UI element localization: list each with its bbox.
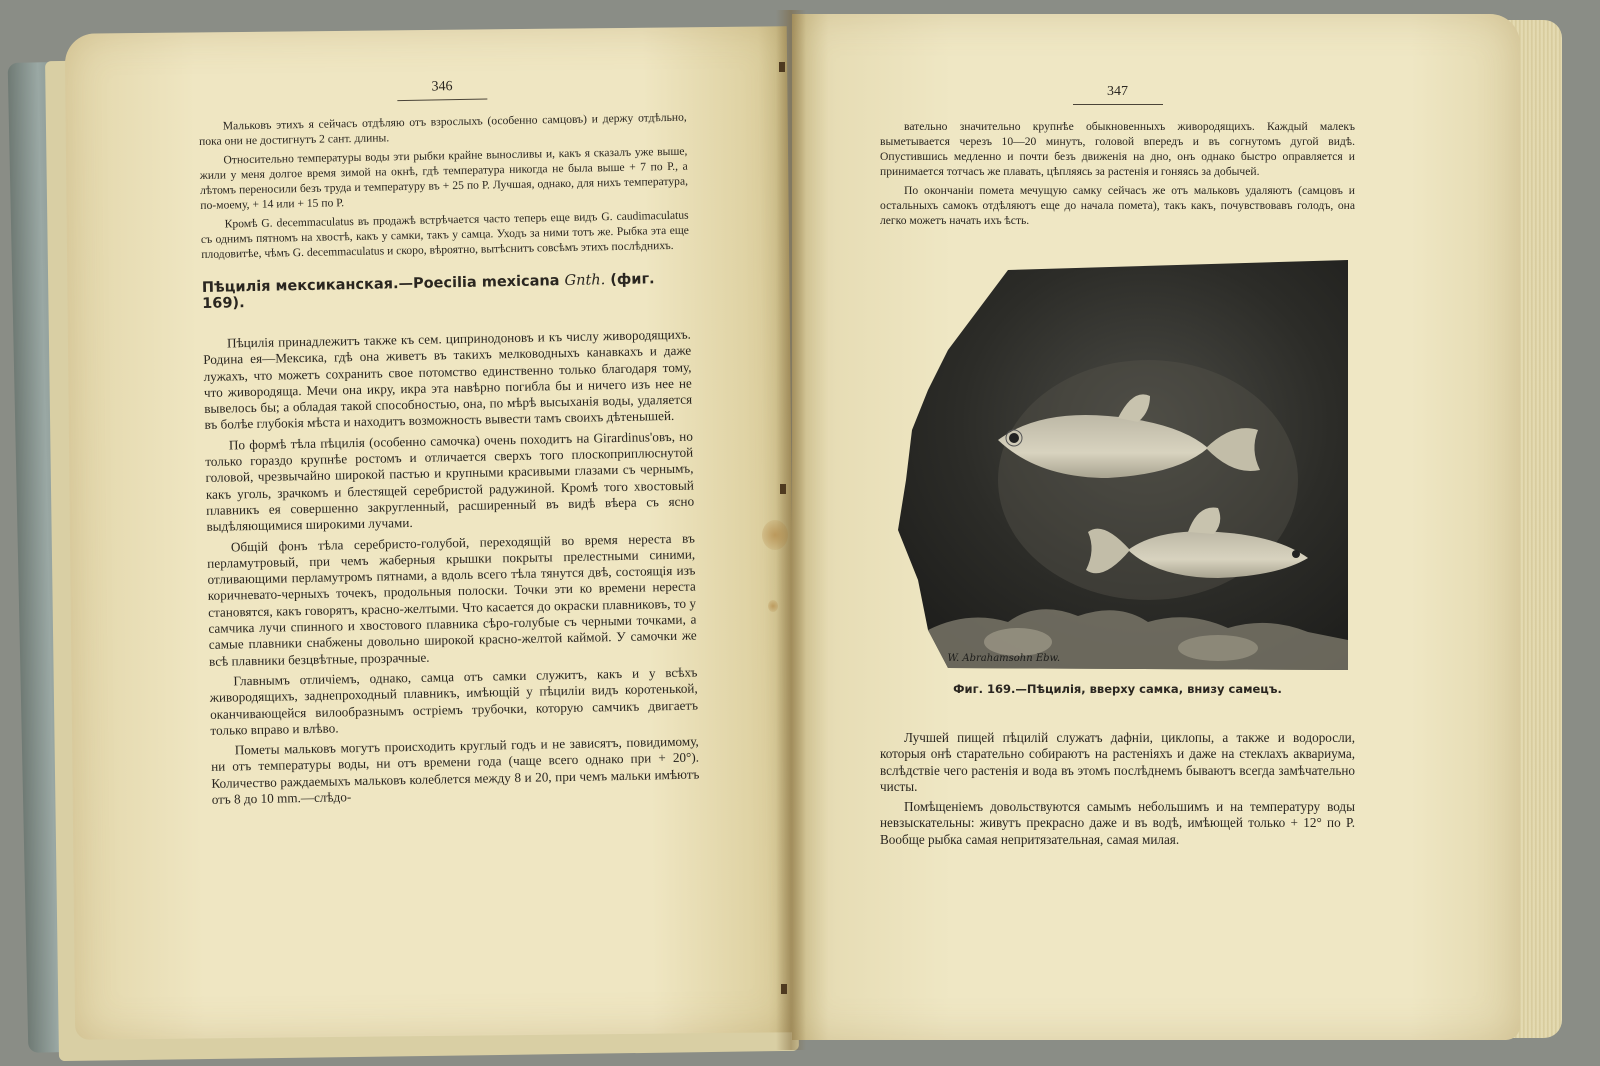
heading-author: Gnth. [564, 272, 606, 289]
illustrator-signature: W. Abrahamsohn Ebw. [947, 653, 1061, 664]
figure-caption: Фиг. 169.—Пѣцилія, вверху самка, внизу самецъ. [953, 682, 1282, 696]
right-page-text [880, 84, 1355, 852]
paragraph: Лучшей пищей пѣцилій служатъ дафніи, циклопы, а также и водоросли, которыя онѣ старательно собираютъ на растеніяхъ и даже на стеклахъ аквариума, вслѣдствіе чего растенія и вода въ этомъ послѣднемъ бываютъ всегда замѣчательно чисты. [880, 730, 1355, 794]
heading-latin: —Poecilia mexicana [398, 273, 560, 293]
spine-stitch [781, 984, 787, 994]
heading-russian: Пѣцилія мексиканская. [201, 276, 399, 296]
paragraph: Пометы мальковъ могутъ происходить круглый годъ и не зависятъ, повидимому, ни отъ температуры воды, ни отъ времени года (чаще всего однако при + 20°). Количество раждаемыхъ мальковъ колеблется между 8 и 20, при чемъ мальки имѣютъ отъ 8 до 10 mm.—слѣдо- [210, 733, 700, 807]
paragraph: Общій фонъ тѣла серебристо-голубой, переходящій во время нереста въ перламутровый, при чемъ жаберныя крышки покрыты прелестными синими, отливающими перламутромъ пятнами, а вдоль всего тѣла тянутся двѣ, состоящія изъ коричневато-черныхъ точекъ, продольныя полоски. Точки эти ко времени нереста становятся, какъ говорятъ, красно-желтыми. Что касается до окраски плавниковъ, то у самчика лучи спинного и хвостового плавника сѣро-голубые съ черными точками, а самые плавники снабжены довольно широкой красно-желтой каймой. У самочки же всѣ плавники безцвѣтные, прозрачные. [207, 530, 697, 669]
paragraph: Главнымъ отличіемъ, однако, самца отъ самки служитъ, какъ и у всѣхъ живородящихъ, заднепроходный плавникъ, имѣющій у пѣциліи видъ коротенькой, оканчивающейся вилообразнымъ остріемъ трубочки, которую самчикъ двигаетъ только вправо и влѣво. [209, 664, 699, 738]
section-heading [202, 271, 691, 312]
foxing-stain [768, 600, 778, 612]
page-number: 346 [397, 78, 487, 101]
left-page-text [198, 75, 700, 813]
paragraph: вательно значительно крупнѣе обыкновенныхъ живородящихъ. Каждый малекъ выметывается черезъ 10—20 минутъ, головой впередъ и въ согнутомъ дугой видѣ. Опустившись медленно и почти безъ движенія на дно, онъ однако быстро оправляется и принимается тотчасъ же плавать, цѣпляясь за растенія и гоняясь за добычей. [880, 120, 1355, 178]
foxing-stain [762, 520, 788, 550]
paragraph: Относительно температуры воды эти рыбки крайне выносливы и, какъ я сказалъ уже выше, жили у меня долгое время зимой на окнѣ, гдѣ температура никогда не была выше + 7 по Р., а лѣтомъ переносили безъ труда и температуру въ + 25 по Р. Лучшая, однако, для нихъ температура, по-моему, + 14 или + 15 по Р. [199, 144, 689, 212]
spine-stitch [779, 62, 785, 72]
paragraph: Пѣцилія принадлежитъ также къ сем. ципринодоновъ и къ числу живородящихъ. Родина ея—Мексика, гдѣ она живетъ въ такихъ мелководныхъ канавкахъ и даже лужахъ, что можетъ сохранить свое потомство единственно только благодаря тому, что живородяща. Мечи она икру, икра эта навѣрно погибла бы и ничего изъ нее не вывелось бы; а обладая такой способностью, она, по мѣрѣ высыханія воды, удаляется въ болѣе глубокія мѣста и находитъ возможность вывести тамъ своихъ дѣтенышей. [203, 326, 693, 433]
page-number: 347 [1073, 84, 1163, 105]
paragraph: По окончаніи помета мечущую самку сейчасъ же отъ мальковъ удаляютъ (самцовъ и остальныхъ самокъ отдѣляютъ еще до начала помета), такъ какъ, почувствовавъ голодъ, она легко можетъ начать ихъ ѣсть. [880, 184, 1355, 227]
paragraph: Помѣщеніемъ довольствуются самымъ небольшимъ и на температуру воды невзыскательны: живутъ прекрасно даже и въ водѣ, имѣющей только + 12° по Р. Вообще рыбка самая непритязательная, самая милая. [880, 799, 1355, 847]
spine-stitch [780, 484, 786, 494]
figure-illustration [888, 250, 1348, 670]
paragraph: Мальковъ этихъ я сейчасъ отдѣляю отъ взрослыхъ (особенно самцовъ) и держу отдѣльно, пока они не достигнутъ 2 сант. длины. [198, 110, 687, 148]
heading-figure-ref: (фиг. 169). [202, 271, 655, 312]
paragraph: Кромѣ G. decemmaculatus въ продажѣ встрѣчается часто теперь еще видъ G. caudimaculatus съ однимъ пятномъ на хвостѣ, какъ у самки, такъ у самца. Уходъ за ними тотъ же. Рыбка эта еще плодовитѣе, чѣмъ G. decemmaculatus и скоро, вѣроятно, вытѣснитъ совсѣмъ этихъ послѣднихъ. [200, 208, 690, 261]
paragraph: По формѣ тѣла пѣцилія (особенно самочка) очень походитъ на Girardinus'овъ, но только гораздо крупнѣе ростомъ и отличается сверхъ того плоскоприплюснутой головой, чрезвычайно широкой пастью и крупными красивыми глазами съ чернымъ, какъ уголь, зрачкомъ и блестящей серебристой радужиной. Кромѣ того хвостовый плавникъ ея совершенно закругленный, расширенный въ видѣ вѣера съ ясно выдѣляющимися широкими лучами. [205, 428, 695, 535]
fish-engraving [888, 250, 1348, 670]
